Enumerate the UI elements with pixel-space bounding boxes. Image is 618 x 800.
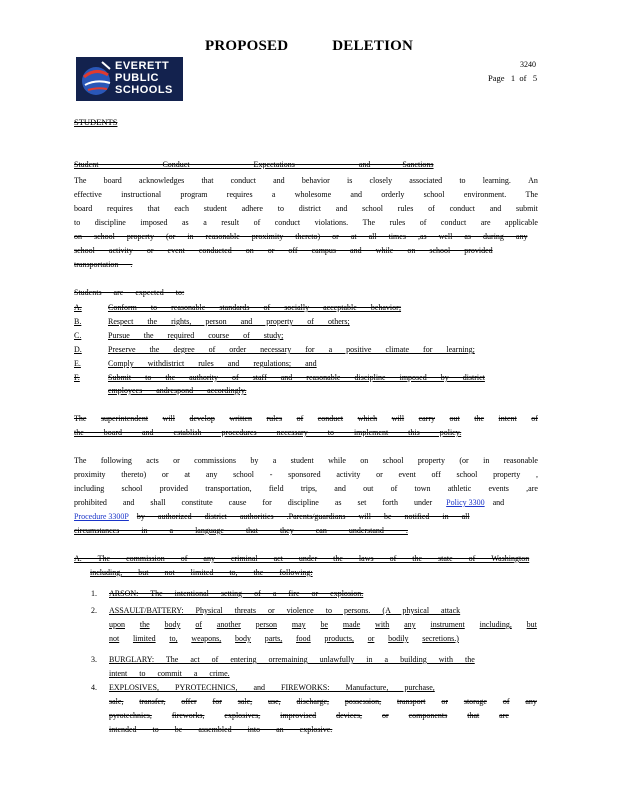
list-item: A. Conform to reasonable standards of socially acceptable behavior; [74, 303, 402, 312]
p3-line: prohibited and shall constitute cause for discipline as set forth under Policy 3300 and [74, 498, 505, 507]
p3-line: circumstances in a language that they can understand . [74, 526, 408, 535]
section-a-line: including, but not limited to, the following: [90, 568, 313, 577]
p3-line: The following acts or commissions by a student while on school property (or in reasonable [74, 456, 538, 465]
p1-line: The board acknowledges that conduct and behavior is closely associated to learning. An [74, 176, 538, 185]
p3-line: including school provided transportation, field trips, and out of town athletic events ,are [74, 484, 538, 493]
subheading: Student Conduct Expectations and Sanctions [74, 160, 434, 169]
p1-line: school activity or event conducted on or off campus and while on school provided [74, 246, 493, 255]
p1-line: transportation . [74, 260, 133, 269]
globe-icon [76, 57, 116, 101]
list-item: D. Preserve the degree of order necessary for a positive climate for learning; [74, 345, 475, 354]
numbered-item: 2. ASSAULT/BATTERY: Physical threats or violence to persons. (A physical attack [91, 606, 461, 615]
list-item: C. Pursue the required course of study; [74, 331, 284, 340]
p1-line: to discipline imposed as a result of conduct violations. The rules of conduct are applicable [74, 218, 538, 227]
p1-line: effective instructional program requires a wholesome and orderly school environment. The [74, 190, 538, 199]
numbered-item: 4. EXPLOSIVES, PYROTECHNICS, and FIREWORKS: Manufacture, purchase, [91, 683, 435, 692]
numbered-item-line: sale, transfer, offer for sale, use, discharge, possession, transport or storage of any [109, 697, 537, 706]
numbered-item-line: intended to be assembled into an explosive. [109, 725, 333, 734]
list-item: B. Respect the rights, person and property of others; [74, 317, 350, 326]
policy-3300-link[interactable]: Policy 3300 [446, 498, 485, 507]
list-item: E. Comply withdistrict rules and regulations; and [74, 359, 317, 368]
numbered-item-line: not limited to, weapons, body parts, food products, or bodily secretions.) [109, 634, 459, 643]
logo-line-schools: SCHOOLS [115, 84, 173, 96]
p3-line: proximity thereto) or at any school - sponsored activity or event off school property , [74, 470, 538, 479]
numbered-item-line: upon the body of another person may be made with any instrument including, but [109, 620, 537, 629]
list-item: F. Submit to the authority of staff and reasonable discipline imposed by district [74, 373, 485, 382]
p1-line: on school property (or in reasonable proximity thereto) or at all times ,as well as during any [74, 232, 528, 241]
district-logo [76, 57, 183, 101]
logo-line-everett: EVERETT [115, 60, 170, 72]
p2-line: The superintendent will develop written rules of conduct which will carry out the intent of [74, 414, 538, 423]
numbered-item: 3. BURGLARY: The act of entering orremaining unlawfully in a building with the [91, 655, 475, 664]
list-item-continuation: employees andrespond accordingly. [108, 386, 247, 395]
expect-intro: Students are expected to: [74, 288, 185, 297]
p2-line: the board and establish procedures necessary to implement this policy. [74, 428, 462, 437]
numbered-item-line: intent to commit a crime. [109, 669, 230, 678]
p3-line: Procedure 3300P by authorized district authorities .Parents/guardians will be notified in all [74, 512, 470, 521]
p1-line: board requires that each student adhere to district and school rules of conduct and submit [74, 204, 538, 213]
numbered-item: 1. ARSON: The intentional setting of a fire or explosion. [91, 589, 364, 598]
section-heading: STUDENTS [74, 117, 118, 127]
page-indicator: Page 1 of 5 [488, 73, 538, 83]
section-a-line: A. The commission of any criminal act under the laws of the state of Washington [74, 554, 530, 563]
logo-line-public: PUBLIC [115, 72, 159, 84]
title-deletion: DELETION [332, 38, 414, 54]
document-title [0, 38, 618, 55]
numbered-item-line: pyrotechnics, fireworks, explosives, improvised devices, or components that are [109, 711, 509, 720]
procedure-3300p-link[interactable]: Procedure 3300P [74, 512, 129, 521]
title-proposed: PROPOSED [204, 38, 289, 54]
policy-number: 3240 [520, 60, 536, 69]
